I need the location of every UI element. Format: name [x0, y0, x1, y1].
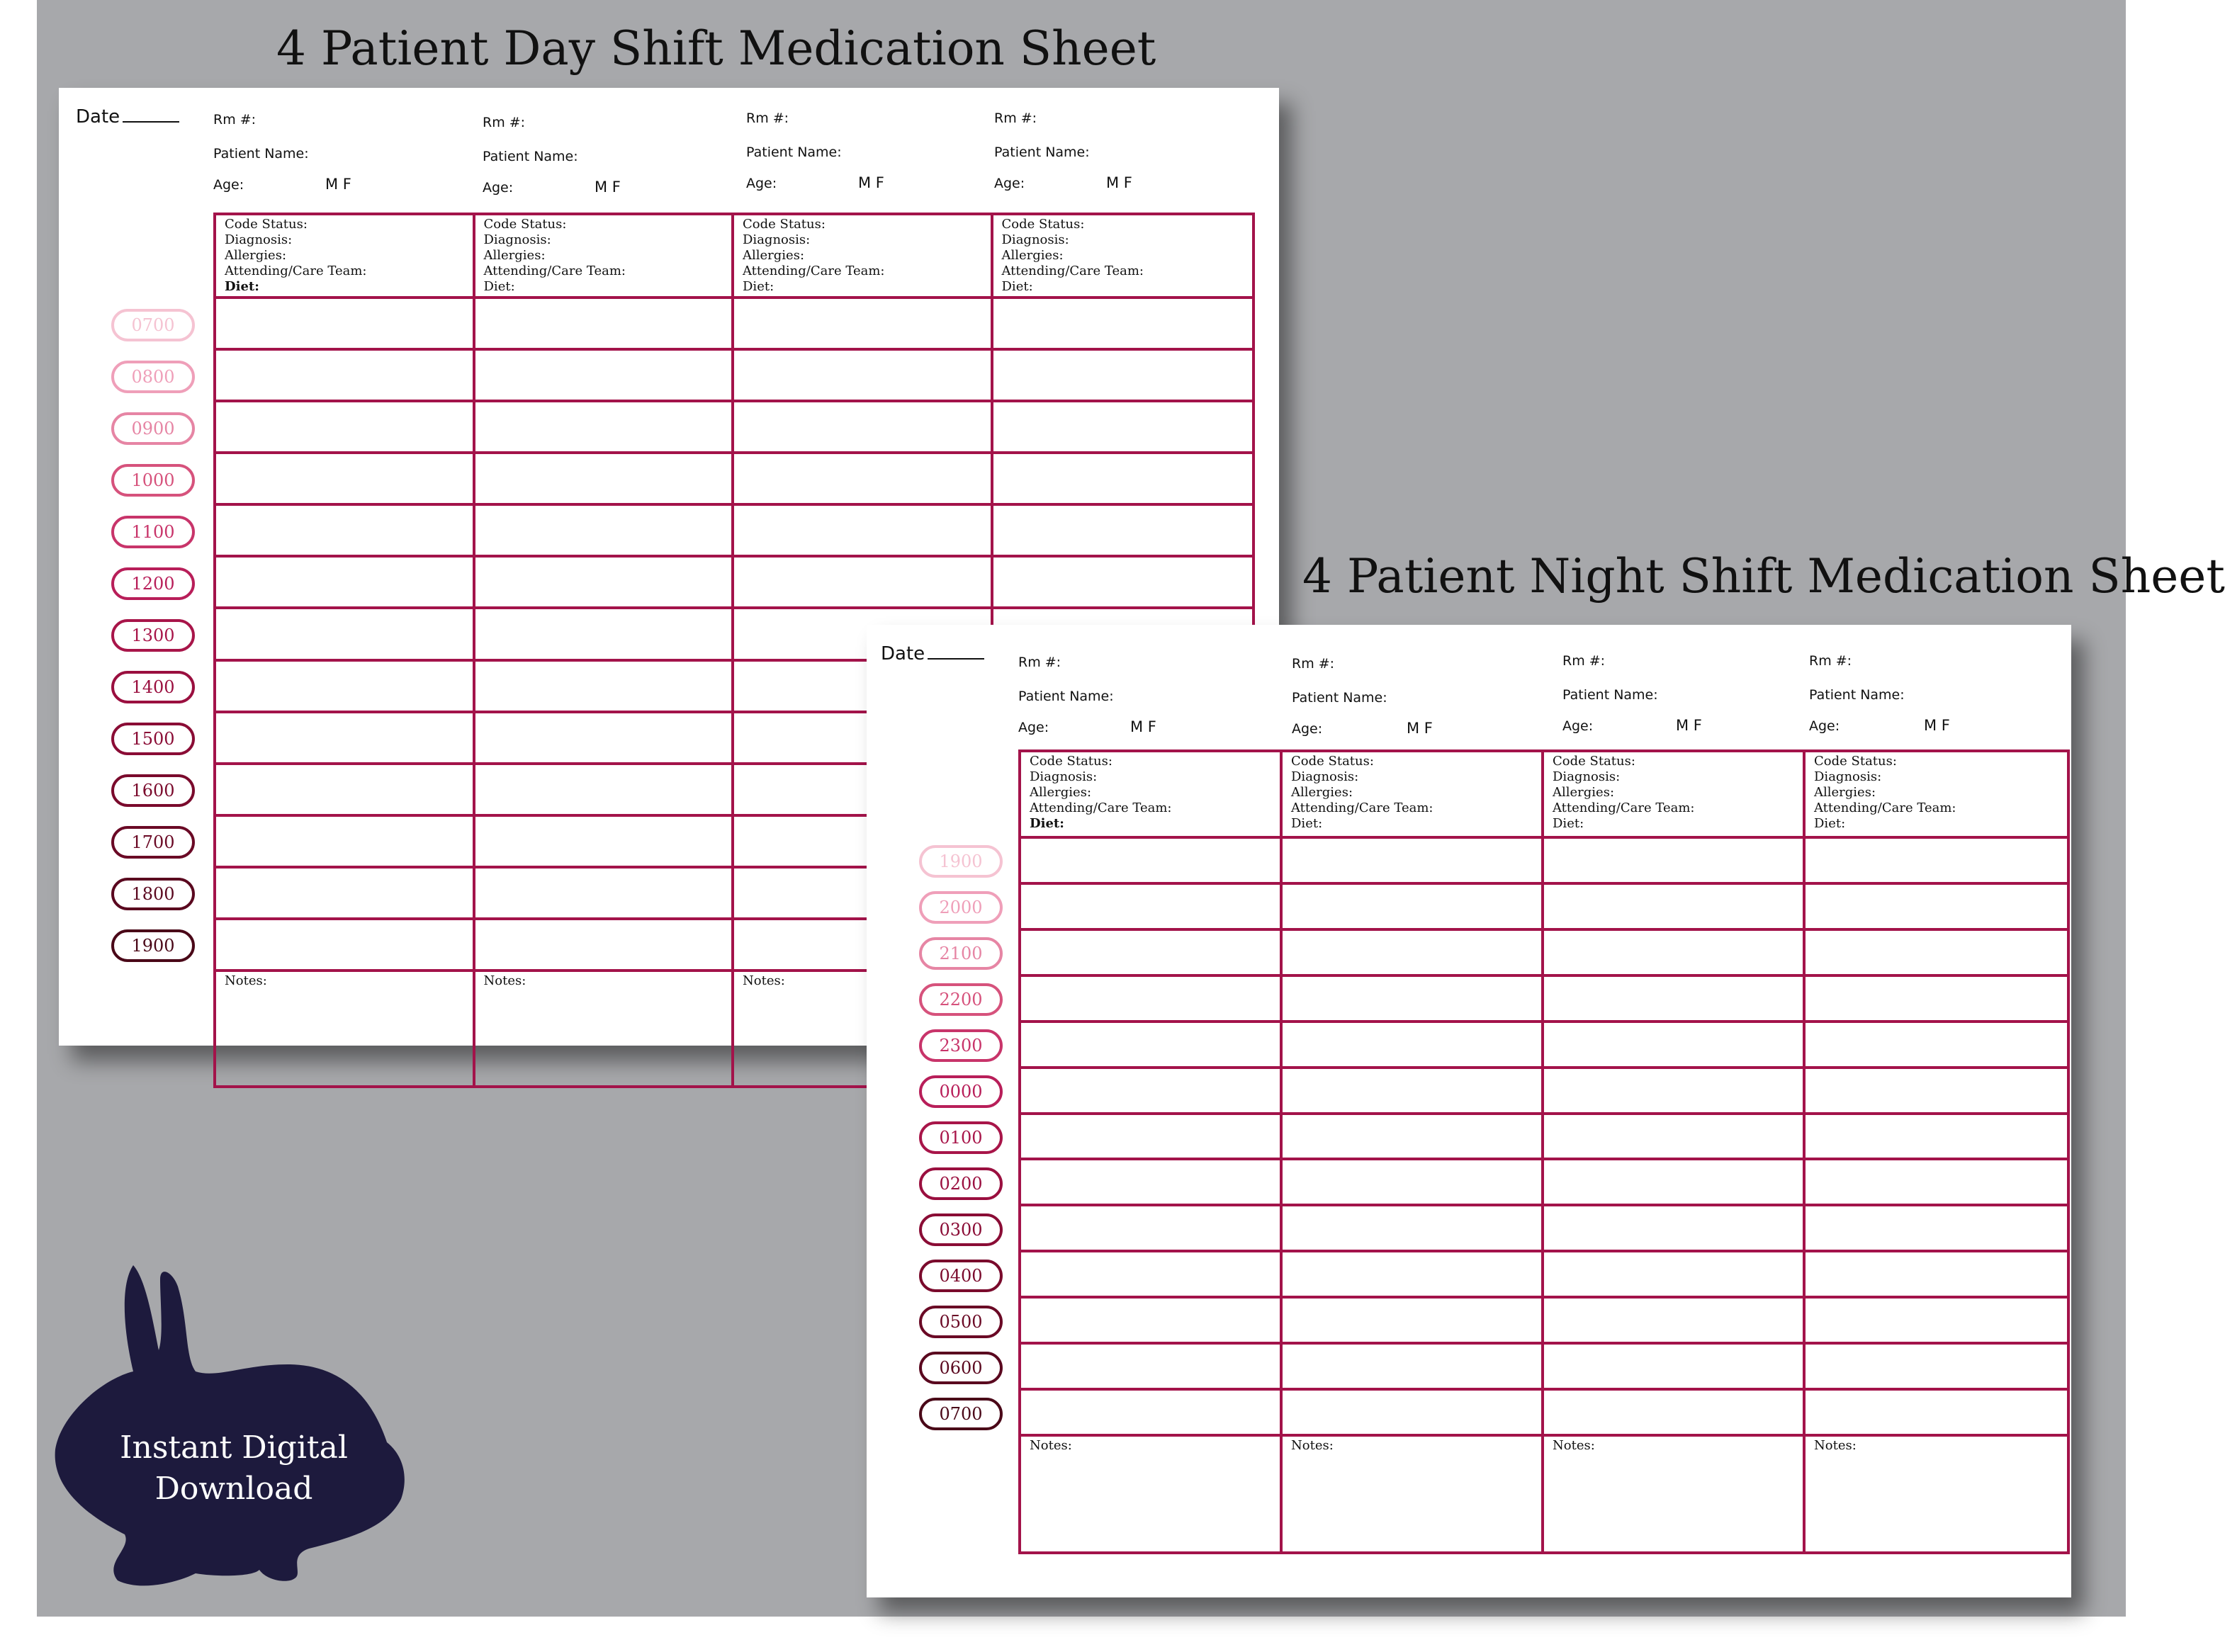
info-field-label: Diagnosis:: [1291, 769, 1359, 784]
time-slot-0400: 0400: [919, 1260, 1003, 1292]
notes-cell: [216, 972, 475, 1085]
patient-name-label: Patient Name:: [1292, 690, 1387, 706]
medication-entry-cell: [475, 869, 735, 920]
info-field-label: Diagnosis:: [483, 232, 551, 247]
medication-grid: [1018, 749, 2070, 1554]
time-slot-0700: 0700: [111, 309, 195, 341]
medication-entry-cell: [1283, 1069, 1544, 1115]
patient-info-fields: [1021, 752, 1280, 832]
medication-entry-cell: [1806, 1069, 2067, 1115]
medication-entry-cell: [216, 609, 475, 661]
info-field-label: Attending/Care Team:: [743, 264, 885, 278]
medication-entry-cell: [1021, 885, 1283, 931]
medication-entry-cell: [1021, 1252, 1283, 1299]
age-label: Age:: [1018, 720, 1049, 735]
info-field-label: Attending/Care Team:: [225, 264, 367, 278]
info-field-label: Allergies:: [1814, 785, 1876, 800]
notes-cell: [475, 972, 735, 1085]
medication-entry-cell: [1021, 1023, 1283, 1069]
room-label: Rm #:: [213, 112, 257, 128]
date-line: [123, 107, 179, 123]
info-field-label: Allergies:: [1291, 785, 1353, 800]
medication-entry-cell: [475, 299, 735, 351]
patient-name-label: Patient Name:: [213, 146, 309, 162]
info-field-label: Diet:: [1030, 816, 1064, 831]
info-field-label: Diagnosis:: [225, 232, 293, 247]
sex-options: M F: [1407, 720, 1433, 737]
medication-entry-cell: [216, 713, 475, 765]
notes-label: Notes:: [1553, 1438, 1595, 1453]
medication-entry-cell: [1806, 1252, 2067, 1299]
age-label: Age:: [1809, 718, 1840, 734]
medication-entry-cell: [1283, 1115, 1544, 1161]
time-slot-0700: 0700: [919, 1398, 1003, 1430]
medication-entry-cell: [475, 920, 735, 972]
medication-entry-cell: [1283, 1299, 1544, 1345]
patient-name-label: Patient Name:: [746, 145, 842, 160]
patient-info-cell: [1021, 752, 1283, 839]
age-label: Age:: [483, 180, 514, 196]
medication-entry-cell: [1806, 885, 2067, 931]
info-field-label: Attending/Care Team:: [483, 264, 626, 278]
notes-label: Notes:: [1814, 1438, 1857, 1453]
medication-entry-cell: [216, 402, 475, 454]
date-field: [76, 106, 179, 128]
info-field-label: Attending/Care Team:: [1001, 264, 1144, 278]
medication-entry-cell: [475, 558, 735, 609]
info-field-label: Allergies:: [483, 248, 546, 263]
patient-info-fields: [1283, 752, 1541, 832]
time-slot-0200: 0200: [919, 1167, 1003, 1200]
time-slot-1900: 1900: [919, 845, 1003, 878]
sex-options: M F: [595, 179, 621, 196]
medication-entry-cell: [1806, 1115, 2067, 1161]
info-field-label: Diet:: [483, 279, 515, 294]
info-field-label: Diagnosis:: [1001, 232, 1069, 247]
sex-options: M F: [325, 176, 351, 193]
patient-info-cell: [216, 215, 475, 299]
medication-entry-cell: [1021, 1206, 1283, 1252]
medication-entry-cell: [475, 662, 735, 713]
time-slot-0600: 0600: [919, 1352, 1003, 1384]
medication-entry-cell: [1806, 1206, 2067, 1252]
info-field-label: Code Status:: [483, 217, 567, 232]
age-label: Age:: [1562, 718, 1594, 734]
medication-entry-cell: [1283, 1345, 1544, 1391]
time-slot-1400: 1400: [111, 671, 195, 703]
time-slot-0000: 0000: [919, 1075, 1003, 1108]
medication-entry-cell: [1283, 1252, 1544, 1299]
notes-label: Notes:: [1291, 1438, 1334, 1453]
medication-entry-cell: [734, 506, 993, 558]
medication-entry-cell: [1544, 1345, 1806, 1391]
room-label: Rm #:: [1018, 655, 1061, 670]
medication-entry-cell: [475, 506, 735, 558]
time-slot-0800: 0800: [111, 361, 195, 393]
info-field-label: Allergies:: [225, 248, 287, 263]
medication-entry-cell: [993, 351, 1253, 402]
time-slot-0300: 0300: [919, 1213, 1003, 1246]
patient-info-cell: [1283, 752, 1544, 839]
date-label: Date: [881, 643, 925, 664]
patient-name-label: Patient Name:: [1562, 687, 1658, 703]
time-slot-1200: 1200: [111, 567, 195, 600]
medication-entry-cell: [1283, 977, 1544, 1023]
info-field-label: Diet:: [743, 279, 774, 294]
medication-entry-cell: [1544, 839, 1806, 885]
medication-entry-cell: [475, 351, 735, 402]
medication-entry-cell: [216, 351, 475, 402]
date-label: Date: [76, 106, 120, 128]
time-slot-1000: 1000: [111, 464, 195, 497]
date-line: [928, 644, 984, 660]
medication-entry-cell: [734, 299, 993, 351]
time-slot-1300: 1300: [111, 619, 195, 652]
time-slot-0500: 0500: [919, 1306, 1003, 1338]
medication-entry-cell: [734, 402, 993, 454]
medication-entry-cell: [1021, 1115, 1283, 1161]
medication-entry-cell: [1544, 1115, 1806, 1161]
info-field-label: Diagnosis:: [1553, 769, 1621, 784]
time-slot-2200: 2200: [919, 983, 1003, 1016]
info-field-label: Attending/Care Team:: [1814, 800, 1956, 815]
medication-entry-cell: [1806, 839, 2067, 885]
info-field-label: Diagnosis:: [1814, 769, 1882, 784]
sex-options: M F: [1924, 717, 1950, 734]
medication-entry-cell: [1283, 839, 1544, 885]
patient-info-fields: [1806, 752, 2067, 832]
time-slot-2100: 2100: [919, 937, 1003, 970]
info-field-label: Diet:: [1001, 279, 1033, 294]
medication-entry-cell: [1021, 977, 1283, 1023]
info-field-label: Code Status:: [1814, 754, 1897, 769]
medication-entry-cell: [1544, 1023, 1806, 1069]
medication-entry-cell: [993, 506, 1253, 558]
time-slot-2000: 2000: [919, 891, 1003, 924]
medication-entry-cell: [1283, 1160, 1544, 1206]
room-label: Rm #:: [746, 111, 789, 126]
notes-cell: [1021, 1437, 1283, 1551]
medication-entry-cell: [1806, 1345, 2067, 1391]
patient-info-fields: [475, 215, 732, 295]
patient-name-label: Patient Name:: [994, 145, 1090, 160]
medication-entry-cell: [1283, 1023, 1544, 1069]
info-field-label: Attending/Care Team:: [1291, 800, 1433, 815]
time-slot-1700: 1700: [111, 826, 195, 859]
medication-entry-cell: [1021, 839, 1283, 885]
medication-entry-cell: [1806, 931, 2067, 977]
medication-entry-cell: [475, 402, 735, 454]
rabbit-silhouette-icon: [54, 1258, 422, 1591]
medication-entry-cell: [216, 920, 475, 972]
medication-entry-cell: [1021, 931, 1283, 977]
medication-entry-cell: [475, 609, 735, 661]
sex-options: M F: [1106, 174, 1132, 191]
medication-entry-cell: [1283, 931, 1544, 977]
medication-entry-cell: [1021, 1160, 1283, 1206]
medication-entry-cell: [1544, 1391, 1806, 1437]
time-slot-1100: 1100: [111, 516, 195, 548]
info-field-label: Diet:: [1553, 816, 1584, 831]
medication-entry-cell: [216, 299, 475, 351]
time-slot-1900: 1900: [111, 929, 195, 962]
notes-cell: [1544, 1437, 1806, 1551]
time-slot-1800: 1800: [111, 878, 195, 910]
medication-entry-cell: [216, 506, 475, 558]
age-label: Age:: [746, 176, 777, 191]
medication-entry-cell: [1544, 1252, 1806, 1299]
medication-entry-cell: [1806, 1391, 2067, 1437]
medication-entry-cell: [1806, 1160, 2067, 1206]
night-shift-sheet: [867, 625, 2071, 1597]
medication-entry-cell: [216, 558, 475, 609]
medication-entry-cell: [475, 454, 735, 506]
medication-entry-cell: [475, 713, 735, 765]
time-slot-1500: 1500: [111, 723, 195, 755]
download-badge-line1: Instant Digital: [120, 1430, 348, 1466]
medication-entry-cell: [1283, 1391, 1544, 1437]
info-field-label: Diagnosis:: [1030, 769, 1098, 784]
patient-info-fields: [734, 215, 991, 295]
medication-entry-cell: [1283, 885, 1544, 931]
medication-entry-cell: [993, 454, 1253, 506]
info-field-label: Diet:: [1814, 816, 1846, 831]
notes-label: Notes:: [1030, 1438, 1072, 1453]
info-field-label: Code Status:: [225, 217, 308, 232]
medication-entry-cell: [216, 662, 475, 713]
room-label: Rm #:: [1809, 653, 1852, 669]
patient-info-cell: [993, 215, 1253, 299]
info-field-label: Code Status:: [1001, 217, 1085, 232]
patient-info-fields: [216, 215, 473, 295]
notes-label: Notes:: [743, 973, 785, 988]
medication-entry-cell: [475, 817, 735, 869]
medication-entry-cell: [216, 454, 475, 506]
time-slot-1600: 1600: [111, 774, 195, 807]
info-field-label: Code Status:: [1030, 754, 1112, 769]
patient-info-cell: [1806, 752, 2067, 839]
medication-entry-cell: [216, 765, 475, 817]
patient-info-cell: [1544, 752, 1806, 839]
info-field-label: Code Status:: [1291, 754, 1374, 769]
medication-entry-cell: [216, 869, 475, 920]
medication-entry-cell: [1544, 1069, 1806, 1115]
patient-name-label: Patient Name:: [1018, 689, 1114, 704]
notes-label: Notes:: [225, 973, 267, 988]
medication-entry-cell: [475, 765, 735, 817]
medication-entry-cell: [1806, 1023, 2067, 1069]
medication-entry-cell: [1021, 1391, 1283, 1437]
notes-cell: [1283, 1437, 1544, 1551]
medication-entry-cell: [1021, 1345, 1283, 1391]
sex-options: M F: [1130, 718, 1156, 735]
info-field-label: Attending/Care Team:: [1553, 800, 1695, 815]
time-slot-0900: 0900: [111, 412, 195, 445]
sex-options: M F: [1676, 717, 1702, 734]
night-sheet-title: 4 Patient Night Shift Medication Sheet: [1302, 549, 2225, 604]
info-field-label: Allergies:: [1030, 785, 1092, 800]
medication-entry-cell: [993, 299, 1253, 351]
download-badge-line2: Download: [154, 1471, 313, 1507]
medication-entry-cell: [734, 351, 993, 402]
info-field-label: Code Status:: [1553, 754, 1635, 769]
medication-entry-cell: [1544, 1160, 1806, 1206]
patient-name-label: Patient Name:: [1809, 687, 1905, 703]
sex-options: M F: [858, 174, 884, 191]
time-slot-2300: 2300: [919, 1029, 1003, 1062]
medication-entry-cell: [734, 558, 993, 609]
medication-entry-cell: [1806, 1299, 2067, 1345]
medication-entry-cell: [1544, 1299, 1806, 1345]
medication-entry-cell: [1544, 1206, 1806, 1252]
medication-entry-cell: [1544, 977, 1806, 1023]
medication-entry-cell: [1283, 1206, 1544, 1252]
room-label: Rm #:: [994, 111, 1037, 126]
info-field-label: Allergies:: [743, 248, 805, 263]
room-label: Rm #:: [483, 115, 526, 130]
notes-label: Notes:: [483, 973, 526, 988]
patient-info-fields: [1544, 752, 1803, 832]
notes-cell: [1806, 1437, 2067, 1551]
age-label: Age:: [213, 177, 244, 193]
time-slot-0100: 0100: [919, 1121, 1003, 1154]
medication-entry-cell: [216, 817, 475, 869]
day-sheet-title: 4 Patient Day Shift Medication Sheet: [276, 21, 1156, 76]
age-label: Age:: [1292, 721, 1323, 737]
info-field-label: Allergies:: [1553, 785, 1615, 800]
medication-entry-cell: [1544, 885, 1806, 931]
info-field-label: Allergies:: [1001, 248, 1064, 263]
medication-entry-cell: [993, 558, 1253, 609]
patient-info-cell: [475, 215, 735, 299]
room-label: Rm #:: [1562, 653, 1606, 669]
patient-info-fields: [993, 215, 1253, 295]
date-field: [881, 643, 984, 664]
info-field-label: Diagnosis:: [743, 232, 811, 247]
info-field-label: Code Status:: [743, 217, 826, 232]
info-field-label: Diet:: [225, 279, 259, 294]
info-field-label: Attending/Care Team:: [1030, 800, 1172, 815]
medication-entry-cell: [734, 454, 993, 506]
room-label: Rm #:: [1292, 656, 1335, 672]
medication-entry-cell: [1021, 1069, 1283, 1115]
medication-entry-cell: [1544, 931, 1806, 977]
age-label: Age:: [994, 176, 1025, 191]
info-field-label: Diet:: [1291, 816, 1323, 831]
medication-entry-cell: [1806, 977, 2067, 1023]
patient-name-label: Patient Name:: [483, 149, 578, 164]
medication-entry-cell: [993, 402, 1253, 454]
patient-info-cell: [734, 215, 993, 299]
medication-entry-cell: [1021, 1299, 1283, 1345]
